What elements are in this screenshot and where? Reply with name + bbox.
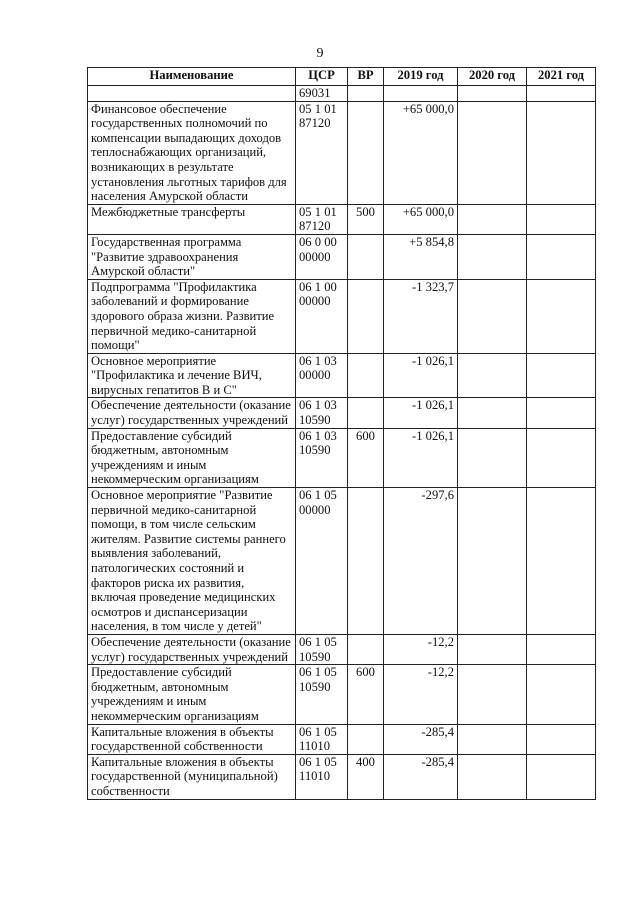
cell-csr: 06 0 00 00000 — [296, 234, 348, 279]
cell-2021 — [527, 398, 596, 428]
cell-name: Основное мероприятие "Профилактика и лечение ВИЧ, вирусных гепатитов В и С" — [88, 353, 296, 398]
table-row — [88, 754, 596, 799]
cell-name — [88, 86, 296, 102]
header-vr: ВР — [348, 68, 384, 86]
header-2021: 2021 год — [527, 68, 596, 86]
cell-2020 — [458, 204, 527, 234]
budget-table — [87, 67, 596, 800]
cell-csr: 06 1 05 10590 — [296, 634, 348, 664]
header-row — [88, 68, 596, 86]
cell-vr — [348, 724, 384, 754]
cell-2020 — [458, 234, 527, 279]
cell-2020 — [458, 754, 527, 799]
cell-csr: 69031 — [296, 86, 348, 102]
cell-2019: -1 026,1 — [384, 398, 458, 428]
cell-2021 — [527, 754, 596, 799]
cell-2020 — [458, 101, 527, 204]
cell-vr — [348, 398, 384, 428]
table-row — [88, 398, 596, 428]
table-row — [88, 234, 596, 279]
cell-2021 — [527, 724, 596, 754]
cell-vr: 600 — [348, 665, 384, 724]
table-row — [88, 428, 596, 487]
cell-csr: 06 1 03 00000 — [296, 353, 348, 398]
cell-2019: -1 026,1 — [384, 428, 458, 487]
cell-2020 — [458, 398, 527, 428]
cell-name: Предоставление субсидий бюджетным, автономным учреждениям и иным некоммерческим организациям — [88, 665, 296, 724]
cell-csr: 05 1 01 87120 — [296, 204, 348, 234]
cell-name: Основное мероприятие "Развитие первичной медико-санитарной помощи, в том числе сельским жителям. Развитие системы раннего выявления заболеваний, патологических состояний и факторов риска их развития, включая проведение медицинских осмотров и диспансеризации населения, в том числе у детей" — [88, 488, 296, 635]
cell-csr: 06 1 00 00000 — [296, 279, 348, 353]
cell-name: Капитальные вложения в объекты государственной собственности — [88, 724, 296, 754]
cell-2020 — [458, 634, 527, 664]
cell-2019: -12,2 — [384, 665, 458, 724]
cell-csr: 06 1 05 00000 — [296, 488, 348, 635]
cell-vr — [348, 86, 384, 102]
cell-2019: +5 854,8 — [384, 234, 458, 279]
cell-vr — [348, 353, 384, 398]
cell-vr — [348, 101, 384, 204]
cell-csr: 06 1 03 10590 — [296, 398, 348, 428]
cell-2020 — [458, 428, 527, 487]
cell-2020 — [458, 353, 527, 398]
cell-2019 — [384, 86, 458, 102]
cell-2019: -1 026,1 — [384, 353, 458, 398]
table-body — [88, 86, 596, 800]
cell-2020 — [458, 665, 527, 724]
cell-2019: -297,6 — [384, 488, 458, 635]
cell-vr: 600 — [348, 428, 384, 487]
table-row — [88, 353, 596, 398]
cell-2020 — [458, 279, 527, 353]
header-csr: ЦСР — [296, 68, 348, 86]
cell-name: Капитальные вложения в объекты государственной (муниципальной) собственности — [88, 754, 296, 799]
cell-name: Подпрограмма "Профилактика заболеваний и формирование здорового образа жизни. Развитие первичной медико-санитарной помощи" — [88, 279, 296, 353]
cell-2021 — [527, 665, 596, 724]
cell-2019: -1 323,7 — [384, 279, 458, 353]
cell-2020 — [458, 488, 527, 635]
table-row — [88, 279, 596, 353]
cell-2021 — [527, 101, 596, 204]
cell-2019: -285,4 — [384, 724, 458, 754]
cell-2021 — [527, 86, 596, 102]
table-header — [88, 68, 596, 86]
cell-2020 — [458, 724, 527, 754]
table-row — [88, 634, 596, 664]
cell-2019: -12,2 — [384, 634, 458, 664]
cell-csr: 05 1 01 87120 — [296, 101, 348, 204]
cell-name: Государственная программа "Развитие здравоохранения Амурской области" — [88, 234, 296, 279]
cell-2020 — [458, 86, 527, 102]
cell-2021 — [527, 204, 596, 234]
cell-vr — [348, 279, 384, 353]
page-number: 9 — [316, 46, 324, 61]
cell-2021 — [527, 428, 596, 487]
cell-csr: 06 1 03 10590 — [296, 428, 348, 487]
cell-2021 — [527, 634, 596, 664]
cell-name: Предоставление субсидий бюджетным, автономным учреждениям и иным некоммерческим организациям — [88, 428, 296, 487]
table-row — [88, 101, 596, 204]
cell-2021 — [527, 234, 596, 279]
cell-name: Обеспечение деятельности (оказание услуг) государственных учреждений — [88, 398, 296, 428]
cell-name: Обеспечение деятельности (оказание услуг) государственных учреждений — [88, 634, 296, 664]
cell-2019: +65 000,0 — [384, 204, 458, 234]
table-row — [88, 724, 596, 754]
cell-name: Финансовое обеспечение государственных полномочий по компенсации выпадающих доходов теплоснабжающих организаций, возникающих в результате установления льготных тарифов для населения Амурской области — [88, 101, 296, 204]
table-row — [88, 488, 596, 635]
cell-csr: 06 1 05 11010 — [296, 754, 348, 799]
header-2019: 2019 год — [384, 68, 458, 86]
table-row — [88, 86, 596, 102]
cell-vr — [348, 234, 384, 279]
table-row — [88, 204, 596, 234]
cell-2021 — [527, 279, 596, 353]
table-row — [88, 665, 596, 724]
cell-csr: 06 1 05 10590 — [296, 665, 348, 724]
cell-2021 — [527, 353, 596, 398]
header-name: Наименование — [88, 68, 296, 86]
cell-csr: 06 1 05 11010 — [296, 724, 348, 754]
header-2020: 2020 год — [458, 68, 527, 86]
cell-2019: -285,4 — [384, 754, 458, 799]
cell-vr: 400 — [348, 754, 384, 799]
cell-2019: +65 000,0 — [384, 101, 458, 204]
cell-vr — [348, 488, 384, 635]
cell-name: Межбюджетные трансферты — [88, 204, 296, 234]
cell-2021 — [527, 488, 596, 635]
cell-vr — [348, 634, 384, 664]
cell-vr: 500 — [348, 204, 384, 234]
